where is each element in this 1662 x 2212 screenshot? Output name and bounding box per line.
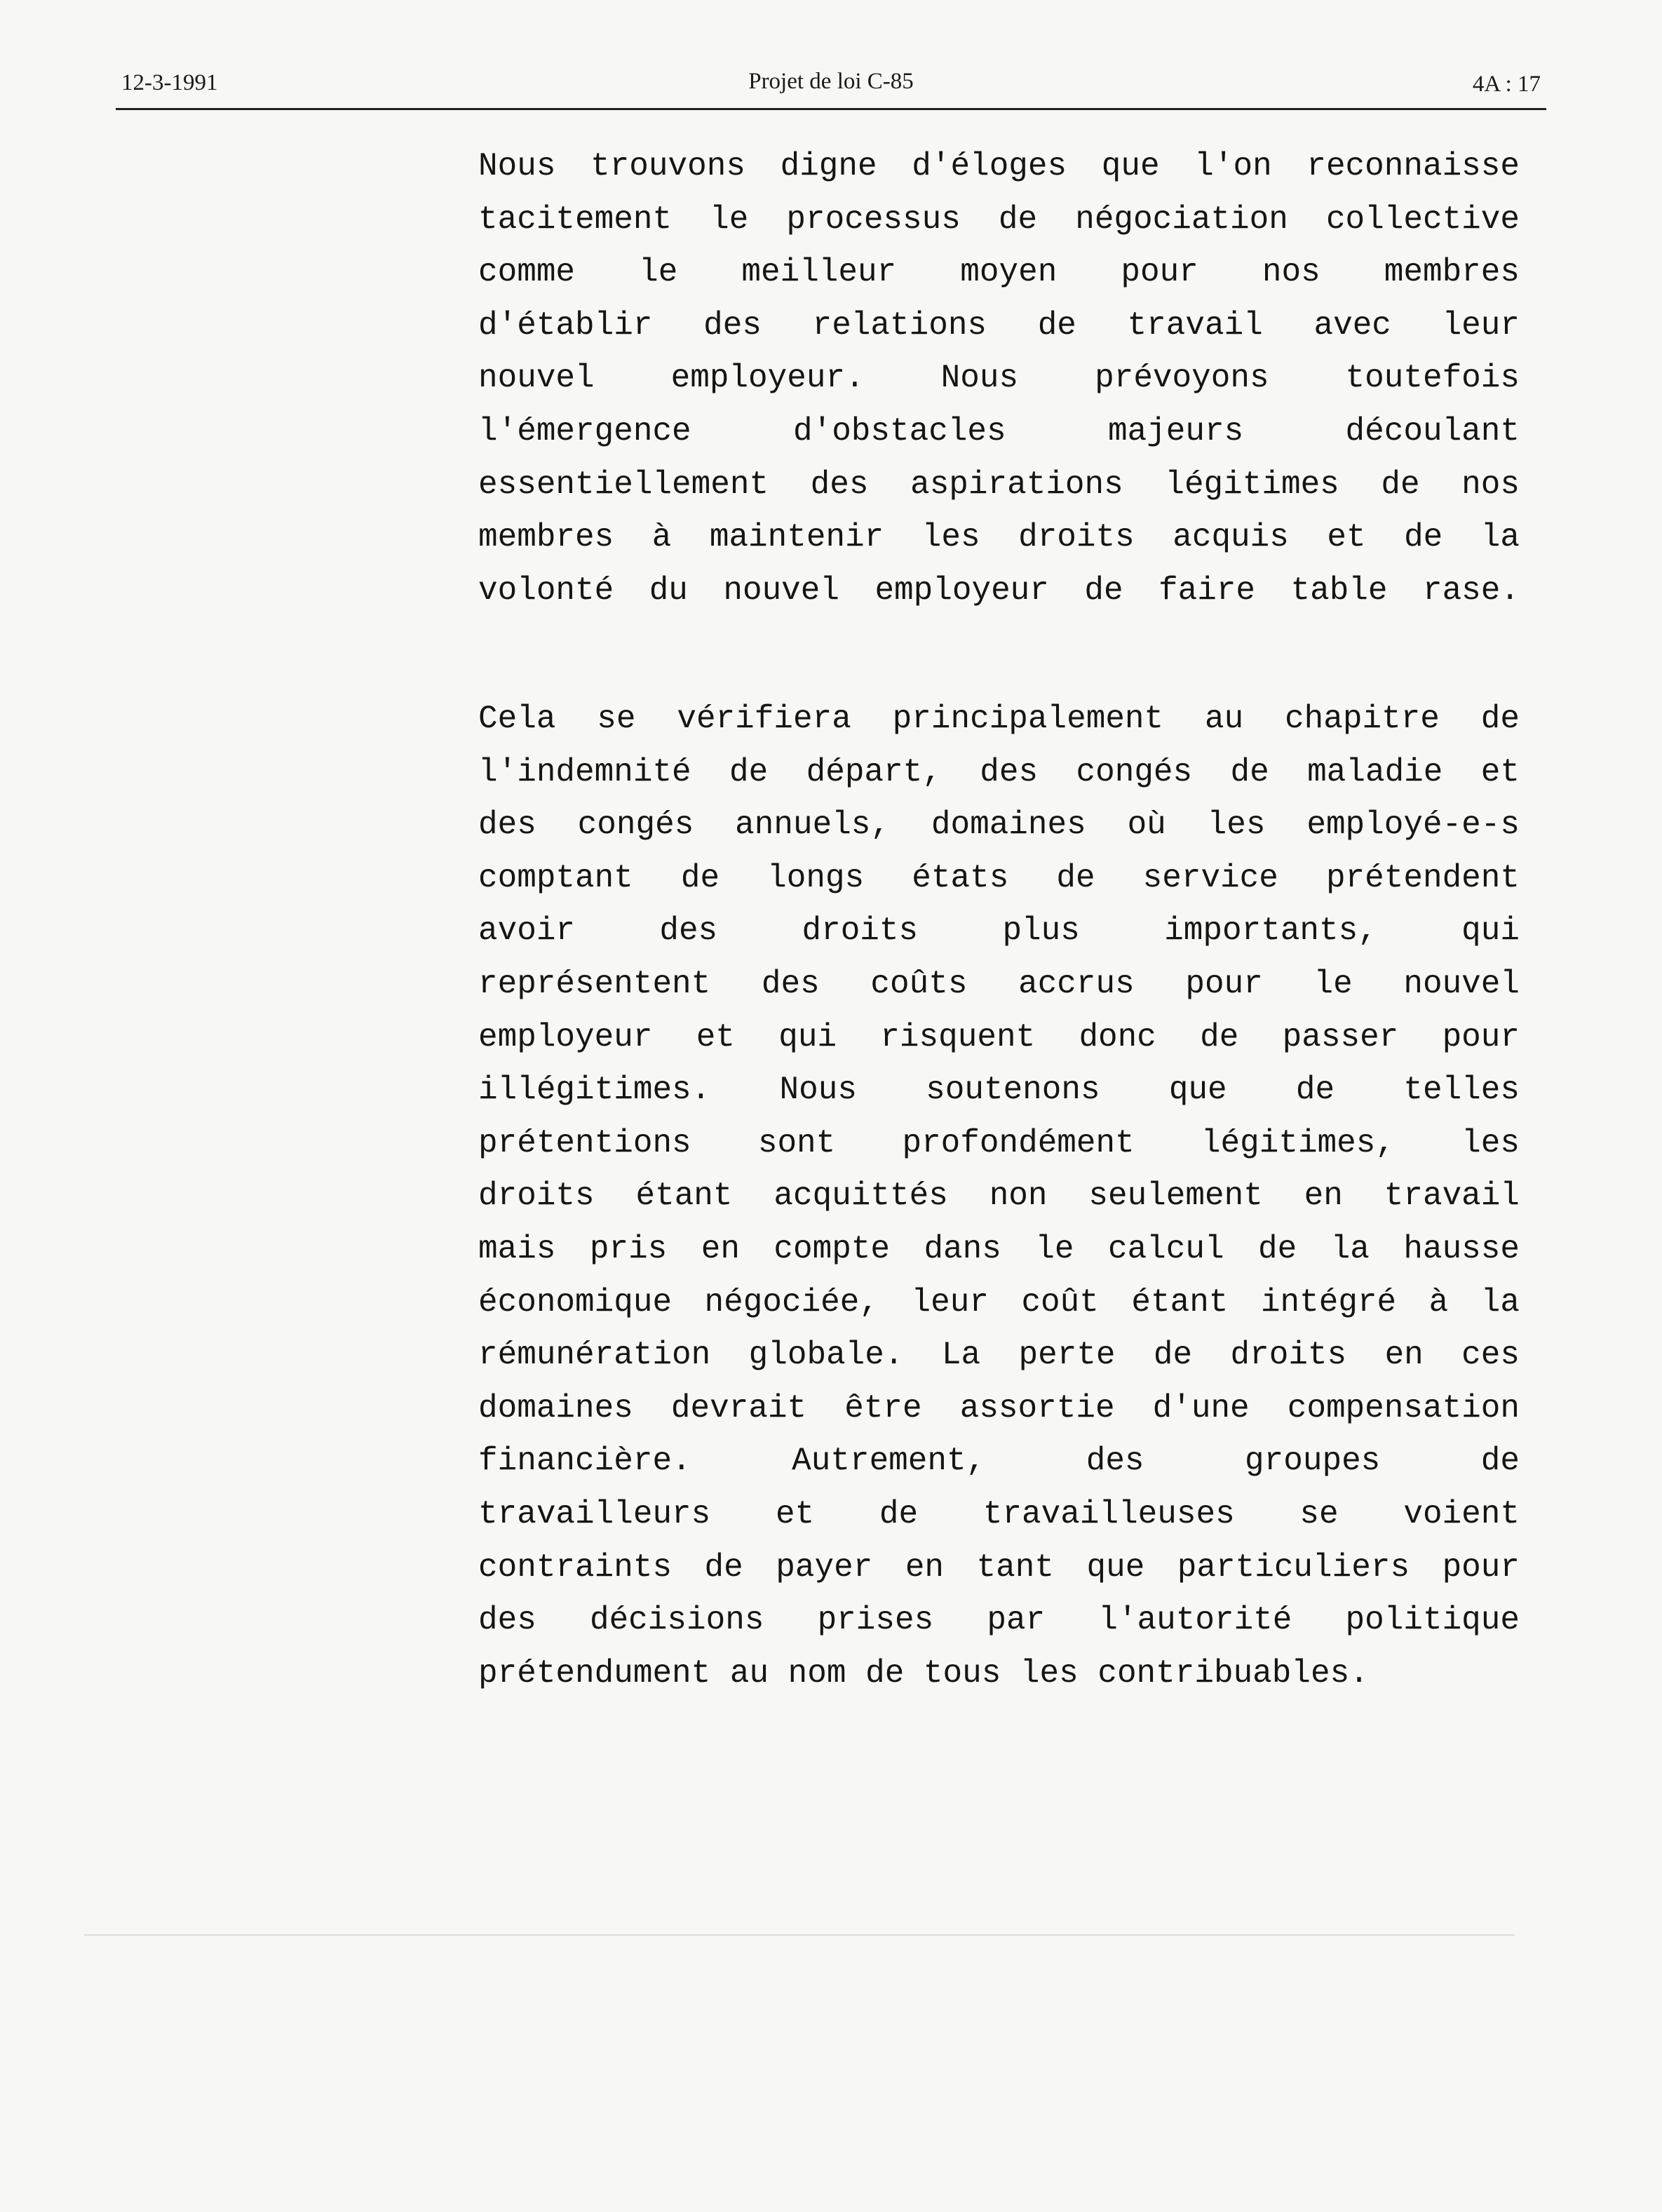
text-line: Nous trouvons digne d'éloges que l'on reconnaisse	[478, 148, 1520, 184]
text-line: avoir des droits plus importants, qui	[478, 912, 1520, 950]
text-line: comme le meilleur moyen pour nos membres	[478, 254, 1520, 291]
page-header	[116, 65, 1546, 110]
text-line: employeur et qui risquent donc de passer pour	[478, 1018, 1520, 1056]
text-line: d'établir des relations de travail avec leur	[478, 306, 1520, 344]
text-line: Cela se vérifiera principalement au chapitre de	[478, 701, 1520, 737]
text-line: prétendument au nom de tous les contribuables.	[478, 1654, 1369, 1692]
header-page-number: 4A : 17	[1472, 72, 1541, 97]
text-line: mais pris en compte dans le calcul de la hausse	[478, 1230, 1520, 1267]
text-line: nouvel employeur. Nous prévoyons toutefois	[478, 360, 1520, 397]
header-date: 12-3-1991	[121, 70, 218, 95]
text-line: droits étant acquittés non seulement en travail	[478, 1178, 1520, 1215]
paragraph-2	[478, 693, 1520, 1700]
paragraph-1	[478, 140, 1520, 617]
text-line: tacitement le processus de négociation collective	[478, 201, 1520, 238]
text-line: essentiellement des aspirations légitimes de nos	[478, 466, 1520, 503]
text-line: contraints de payer en tant que particuliers pour	[478, 1549, 1520, 1586]
text-line: domaines devrait être assortie d'une compensation	[478, 1389, 1520, 1427]
text-line: l'indemnité de départ, des congés de maladie et	[478, 753, 1520, 790]
text-line: des décisions prises par l'autorité politique	[478, 1602, 1520, 1639]
text-line: l'émergence d'obstacles majeurs découlant	[478, 412, 1520, 450]
text-line: illégitimes. Nous soutenons que de telles	[478, 1072, 1520, 1109]
text-line: travailleurs et de travailleuses se voient	[478, 1495, 1520, 1532]
text-line: rémunération globale. La perte de droits en ces	[478, 1337, 1520, 1374]
text-line: membres à maintenir les droits acquis et de la	[478, 519, 1520, 556]
text-line: représentent des coûts accrus pour le nouvel	[478, 965, 1520, 1002]
text-line: volonté du nouvel employeur de faire table rase.	[478, 572, 1520, 609]
bottom-rule	[84, 1934, 1515, 1936]
text-line: prétentions sont profondément légitimes, les	[478, 1124, 1520, 1161]
text-line: financière. Autrement, des groupes de	[478, 1443, 1520, 1480]
text-line: comptant de longs états de service prétendent	[478, 859, 1520, 896]
text-line: économique négociée, leur coût étant intégré à la	[478, 1283, 1520, 1321]
text-line: des congés annuels, domaines où les employé-e-s	[478, 807, 1520, 844]
header-title: Projet de loi C-85	[748, 69, 914, 94]
